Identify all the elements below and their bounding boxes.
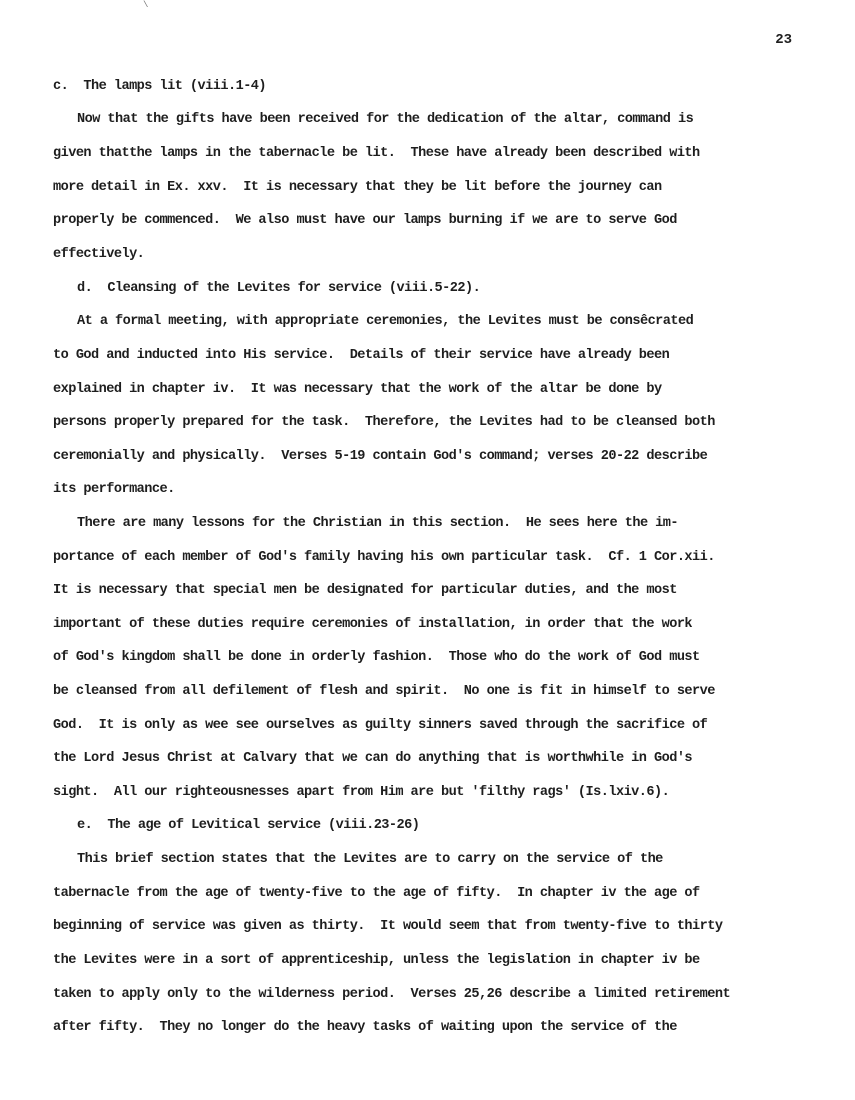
text-line: ceremonially and physically. Verses 5-19 contain God's command; verses 20-22 describe: [53, 449, 708, 464]
text-line: effectively.: [53, 247, 145, 262]
section-heading-c: c. The lamps lit (viii.1-4): [53, 79, 267, 94]
text-line: portance of each member of God's family having his own particular task. Cf. 1 Cor.xii.: [53, 550, 715, 565]
text-line: explained in chapter iv. It was necessary that the work of the altar be done by: [53, 382, 662, 397]
text-line: Now that the gifts have been received for the dedication of the altar, command is: [77, 112, 694, 127]
text-line: more detail in Ex. xxv. It is necessary that they be lit before the journey can: [53, 180, 662, 195]
text-line: to God and inducted into His service. Details of their service have already been: [53, 348, 670, 363]
text-line: beginning of service was given as thirty. It would seem that from twenty-five to thirty: [53, 919, 723, 934]
text-line: important of these duties require ceremonies of installation, in order that the work: [53, 617, 693, 632]
text-line: At a formal meeting, with appropriate ceremonies, the Levites must be consêcrated: [77, 314, 694, 329]
text-line: God. It is only as wee see ourselves as guilty sinners saved through the sacrifice of: [53, 718, 708, 733]
text-line: after fifty. They no longer do the heavy tasks of waiting upon the service of the: [53, 1020, 677, 1035]
section-heading-d: d. Cleansing of the Levites for service (viii.5-22).: [77, 281, 481, 296]
text-line: sight. All our righteousnesses apart from Him are but 'filthy rags' (Is.lxiv.6).: [53, 785, 670, 800]
page-number: 23: [775, 32, 792, 48]
text-line: tabernacle from the age of twenty-five to the age of fifty. In chapter iv the age of: [53, 886, 700, 901]
section-heading-e: e. The age of Levitical service (viii.23-26): [77, 818, 420, 833]
text-line: given thatthe lamps in the tabernacle be lit. These have already been described with: [53, 146, 700, 161]
text-line: its performance.: [53, 482, 175, 497]
text-line: It is necessary that special men be designated for particular duties, and the most: [53, 583, 677, 598]
text-line: be cleansed from all defilement of flesh and spirit. No one is fit in himself to serve: [53, 684, 715, 699]
text-line: There are many lessons for the Christian in this section. He sees here the im-: [77, 516, 678, 531]
text-line: This brief section states that the Levites are to carry on the service of the: [77, 852, 663, 867]
text-line: of God's kingdom shall be done in orderly fashion. Those who do the work of God must: [53, 650, 700, 665]
text-line: properly be commenced. We also must have our lamps burning if we are to serve God: [53, 213, 677, 228]
text-line: taken to apply only to the wilderness period. Verses 25,26 describe a limited retirement: [53, 987, 731, 1002]
text-line: the Lord Jesus Christ at Calvary that we can do anything that is worthwhile in God's: [53, 751, 693, 766]
text-line: the Levites were in a sort of apprenticeship, unless the legislation in chapter iv be: [53, 953, 700, 968]
stray-mark: \: [143, 0, 149, 10]
text-line: persons properly prepared for the task. Therefore, the Levites had to be cleansed both: [53, 415, 715, 430]
